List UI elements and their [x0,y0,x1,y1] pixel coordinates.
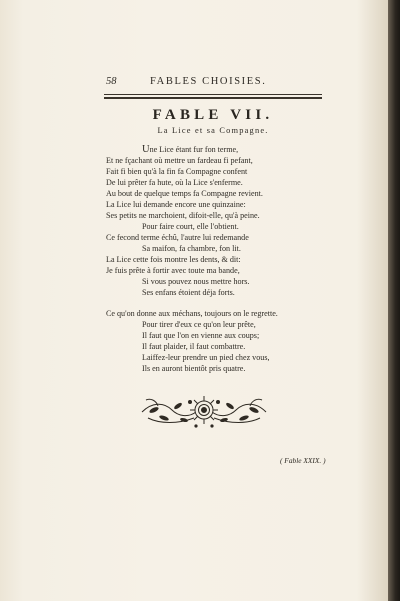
poem-line: Si vous pouvez nous mettre hors. [142,277,250,286]
fable-title: FABLE VII. [152,107,274,123]
poem-line: Ils en auront bientôt pris quatre. [142,364,246,373]
fable-subtitle: La Lice et sa Compagne. [157,126,269,135]
poem-line: La Lice lui demande encore une quinzaine: [106,200,246,209]
poem-line: Pour faire court, elle l'obtient. [142,222,239,231]
header-rule-thin [104,94,322,95]
header-rule-thick [104,97,322,99]
poem-line: Ses enfans étoient déja forts. [142,288,235,297]
poem-line: Une Lice étant fur fon terme, [142,144,239,155]
poem-line: Pour tirer d'eux ce qu'on leur prête, [142,320,256,329]
poem-line: Au bout de quelque temps fa Compagne revient. [106,189,263,198]
poem-line: Ce fecond terme échû, l'autre lui redemande [106,233,249,242]
poem-line: Laiffez-leur prendre un pied chez vous, [142,353,270,362]
poem-line: Il faut que l'on en vienne aux coups; [142,331,260,340]
poem-line: Je fuis prête à fortir avec toute ma bande, [106,266,240,275]
poem-line: Il faut plaider, il faut combattre. [142,342,246,351]
page-number: 58 [106,76,117,87]
poem-line: Sa maifon, fa chambre, fon lit. [142,244,241,253]
fable-reference: ( Fable XXIX. ) [280,456,326,465]
floral-vignette-icon [138,388,270,434]
running-title: FABLES CHOISIES. [150,76,267,87]
poem-line: Ce qu'on donne aux méchans, toujours on le regrette. [106,309,278,318]
poem-line: Et ne fçachant où mettre un fardeau fi pefant, [106,156,253,165]
poem-line: De lui prêter fa hute, où la Lice s'enferme. [106,178,243,187]
poem-line: La Lice cette fois montre les dents, & dit: [106,255,241,264]
book-page-edge [388,0,400,601]
poem-line: Fait fi bien qu'à la fin fa Compagne confent [106,167,248,176]
poem-line: Ses petits ne marchoient, difoit-elle, qu'à peine. [106,211,260,220]
